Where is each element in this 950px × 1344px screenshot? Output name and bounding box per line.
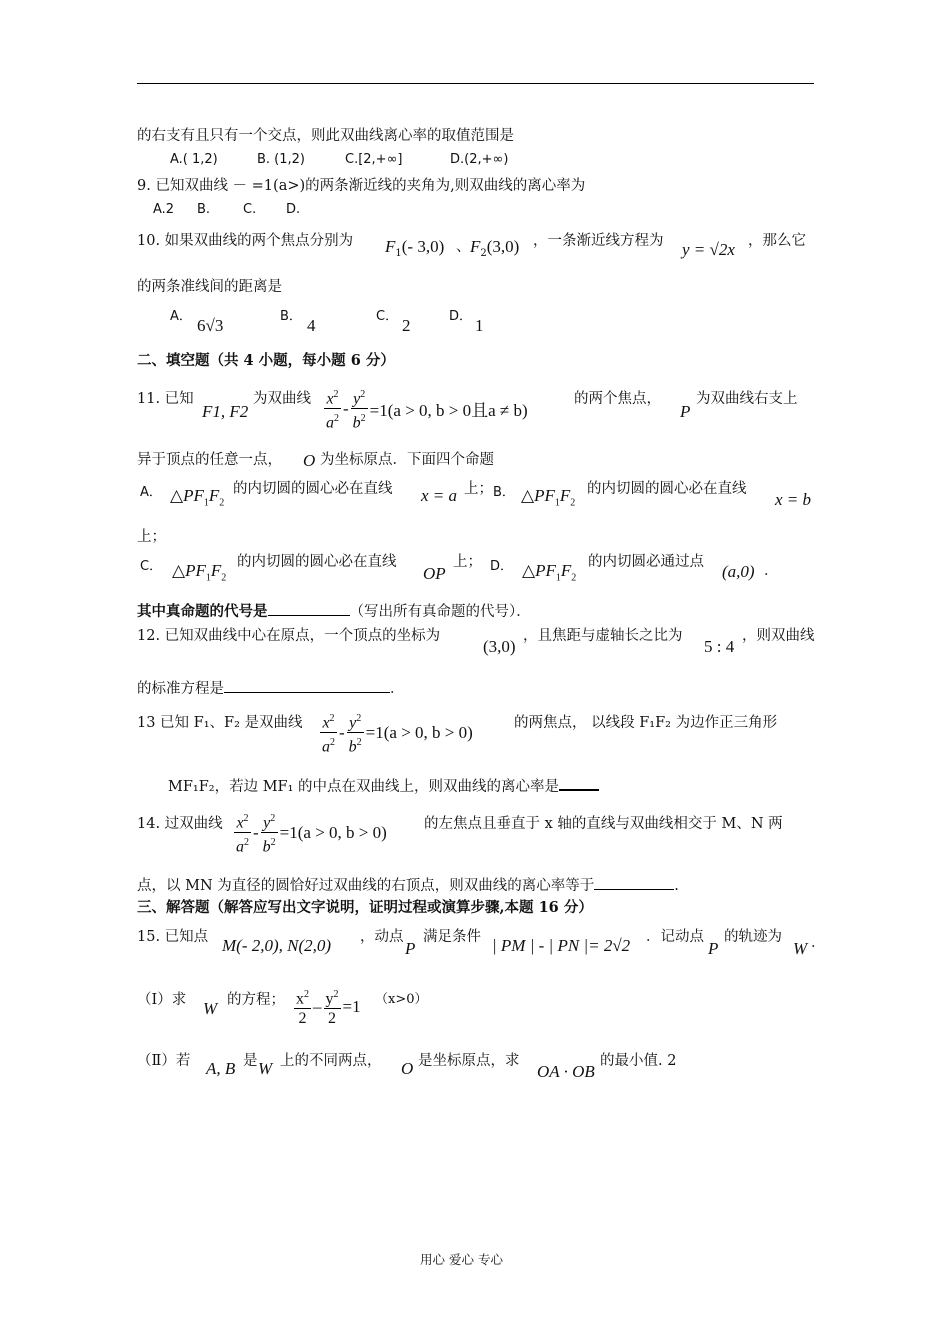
- header-rule: [137, 83, 814, 84]
- q8-option-a: A.( 1,2): [170, 152, 218, 167]
- q10-option-d-value: 1: [475, 316, 484, 335]
- q11-stem-a: 11. 已知: [137, 391, 194, 407]
- q9-option-b: B.: [197, 202, 211, 217]
- q11-line2-a: 异于顶点的任意一点，: [137, 452, 282, 468]
- q11-option-a-triangle: $\triangle PF_1F_2$: [170, 486, 225, 509]
- q15-part1-w: W: [203, 999, 218, 1018]
- q15-stem-b: ，动点: [360, 929, 404, 945]
- q10-option-b-label: B．: [280, 309, 302, 324]
- q10-focus-2: $F_2(3,0)$: [470, 237, 520, 260]
- q15-stem-c: 满足条件: [423, 929, 481, 945]
- q11-equation: $\frac{x^2}{a^2}$ - $\frac{y^2}{b^2}$ =1(a > 0, b > 0且a ≠ b): [326, 389, 528, 432]
- q10-separator: 、: [456, 239, 471, 255]
- q15-part1-a: （Ⅰ）求: [137, 992, 187, 1008]
- q13-stem-a: 13 已知 F₁、F₂ 是双曲线: [137, 715, 303, 731]
- q15-stem-a: 15. 已知点: [137, 929, 209, 945]
- q11-option-c-text: 的内切圆的圆心必在直线: [237, 554, 397, 570]
- q11-option-c-label: C．: [140, 559, 163, 574]
- q11-option-c-triangle: $\triangle PF_1F_2$: [172, 561, 227, 584]
- q8-option-d: D.(2,+∞): [450, 152, 509, 167]
- q12-stem-b: ，且焦距与虚轴长之比为: [523, 628, 683, 644]
- q11-option-d-triangle: $\triangle PF_1F_2$: [522, 561, 577, 584]
- q11-option-b-triangle: $\triangle PF_1F_2$: [521, 486, 576, 509]
- q10-asymptote: y = √2x: [682, 240, 735, 259]
- q15-part2-b: 是: [243, 1053, 258, 1069]
- page-footer: 用心 爱心 专心: [420, 1252, 503, 1267]
- q9-option-d: D.: [286, 202, 301, 217]
- q11-option-d-point: (a,0): [722, 562, 755, 581]
- q11-option-a-line: x = a: [421, 486, 458, 505]
- q14-answer-blank[interactable]: [594, 875, 674, 890]
- q10-option-d-label: D．: [449, 309, 473, 324]
- q10-stem-line2: 的两条准线间的距离是: [137, 279, 282, 295]
- section-3-title: 三、解答题（解答应写出文字说明，证明过程或演算步骤,本题 16 分）: [137, 899, 593, 916]
- q12-line2: 的标准方程是 ．: [137, 678, 405, 698]
- q11-option-a-label: A．: [140, 485, 162, 500]
- q15-point-p: P: [405, 939, 416, 958]
- q15-stem-d: ．记动点: [646, 929, 704, 945]
- q11-option-b-line: x = b: [775, 490, 812, 509]
- q11-option-d-text: 的内切圆必通过点: [588, 554, 704, 570]
- q12-stem-c: ，则双曲线: [742, 628, 815, 644]
- q15-part2-o: O: [401, 1059, 414, 1078]
- q10-focus-1: $F_1(-$ 3,0): [385, 237, 445, 260]
- q11-stem-b: 为双曲线: [253, 391, 311, 407]
- section-2-title: 二、填空题（共 4 小题，每小题 6 分）: [137, 352, 395, 369]
- q13-equation: $\frac{x^2}{a^2}$ - $\frac{y^2}{b^2}$ =1(a > 0, b > 0): [322, 713, 473, 756]
- q15-part1-note: （x>0）: [375, 992, 428, 1007]
- q12-ratio: 5 : 4: [704, 637, 735, 656]
- q11-option-c-line: OP: [423, 564, 446, 583]
- q11-option-b-end: 上；: [137, 529, 166, 545]
- q15-locus-w: W: [793, 939, 808, 958]
- q11-option-d-end: ．: [764, 563, 779, 579]
- q14-stem-b: 的左焦点且垂直于 x 轴的直线与双曲线相交于 M、N 两: [424, 816, 783, 832]
- q14-equation: $\frac{x^2}{a^2}$ - $\frac{y^2}{b^2}$ =1(a > 0, b > 0): [236, 813, 387, 856]
- q11-foci: F1, F2: [202, 402, 249, 421]
- q9-option-a: A.2: [153, 202, 175, 217]
- q8-option-b: B. (1,2): [257, 152, 306, 167]
- q15-part2-e: 的最小值. 2: [600, 1053, 677, 1069]
- q15-part2-c: 上的不同两点，: [280, 1053, 382, 1069]
- q15-stem-e: 的轨迹为: [724, 929, 782, 945]
- q11-answer-blank[interactable]: [268, 601, 350, 616]
- q12-vertex: (3,0): [483, 637, 516, 656]
- q10-option-a-label: A．: [170, 309, 192, 324]
- q11-option-b-label: B．: [493, 485, 515, 500]
- q11-stem-d: 为双曲线右支上: [696, 391, 798, 407]
- q11-point-p: P: [680, 402, 691, 421]
- q10-option-c-value: 2: [402, 316, 411, 335]
- q11-option-a-end: 上；: [464, 481, 493, 497]
- q11-origin-o: O: [303, 451, 316, 470]
- q10-option-a-value: 6√3: [197, 316, 224, 335]
- q9-stem: 9. 已知双曲线 － =1(a>)的两条渐近线的夹角为,则双曲线的离心率为: [137, 178, 586, 194]
- q15-points: M(- 2,0), N(2,0): [222, 936, 332, 955]
- q15-part2-ab: A, B: [206, 1059, 236, 1078]
- q15-condition: | PM | - | PN |= 2√2: [492, 936, 631, 955]
- q11-option-c-end: 上；: [453, 554, 482, 570]
- q11-answer-prompt: 其中真命题的代号是 （写出所有真命题的代号）．: [137, 603, 531, 620]
- q12-answer-blank[interactable]: [224, 678, 390, 693]
- q15-part2-a: （Ⅱ）若: [137, 1053, 191, 1069]
- q10-stem-c: ，那么它: [748, 233, 806, 249]
- q14-line2: 点，以 MN 为直径的圆恰好过双曲线的右顶点，则双曲线的离心率等于 .: [137, 875, 679, 895]
- q15-point-p-2: P: [708, 939, 719, 958]
- q10-stem-b: ，一条渐近线方程为: [533, 233, 664, 249]
- q15-part2-expr: OA · OB: [537, 1062, 595, 1081]
- q10-option-c-label: C．: [376, 309, 399, 324]
- q12-stem-a: 12. 已知双曲线中心在原点，一个顶点的坐标为: [137, 628, 441, 644]
- q10-option-b-value: 4: [307, 316, 316, 335]
- q11-option-b-text: 的内切圆的圆心必在直线: [587, 481, 747, 497]
- q11-line2-b: 为坐标原点．下面四个命题: [320, 452, 494, 468]
- q13-answer-blank[interactable]: [559, 775, 599, 791]
- q15-part1-b: 的方程；: [227, 992, 285, 1008]
- q9-option-c: C.: [243, 202, 257, 217]
- q8-stem: 的右支有且只有一个交点，则此双曲线离心率的取值范围是: [137, 128, 514, 144]
- q15-part2-d: 是坐标原点，求: [418, 1053, 520, 1069]
- q8-option-c: C.[2,+∞]: [345, 152, 403, 167]
- q11-option-d-label: D．: [490, 559, 514, 574]
- q13-line2: MF₁F₂，若边 MF₁ 的中点在双曲线上，则双曲线的离心率是: [168, 775, 599, 796]
- q10-stem-a: 10. 如果双曲线的两个焦点分别为: [137, 233, 354, 249]
- q11-stem-c: 的两个焦点，: [574, 391, 661, 407]
- q15-stem-f: ．: [811, 935, 826, 951]
- q11-option-a-text: 的内切圆的圆心必在直线: [233, 481, 393, 497]
- q14-stem-a: 14. 过双曲线: [137, 816, 223, 832]
- q15-part1-equation: $\frac{x^2}{2}$ – $\frac{y^2}{2}$ =1: [296, 989, 361, 1028]
- q13-stem-b: 的两焦点， 以线段 F₁F₂ 为边作正三角形: [514, 715, 778, 731]
- q15-part2-w: W: [258, 1059, 273, 1078]
